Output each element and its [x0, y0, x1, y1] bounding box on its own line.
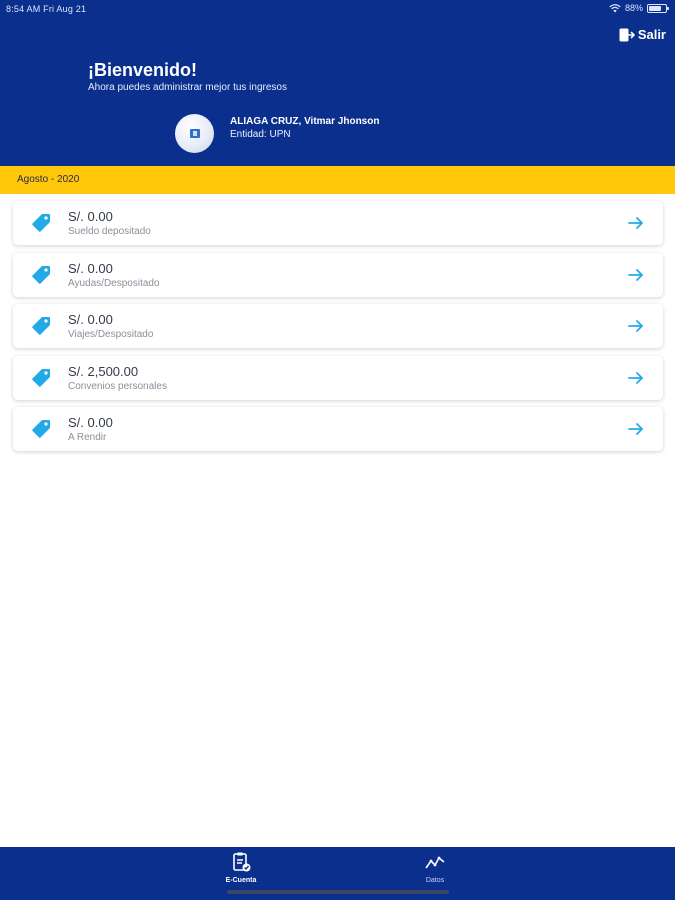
income-item-sueldo[interactable]	[13, 201, 663, 245]
tag-icon	[30, 367, 52, 389]
tab-e-cuenta[interactable]	[211, 849, 271, 889]
clipboard-check-icon	[230, 851, 252, 873]
status-right-group	[609, 3, 667, 13]
income-item-a-rendir[interactable]	[13, 407, 663, 451]
arrow-right-icon	[627, 214, 645, 232]
entity-logo-icon	[190, 129, 200, 138]
welcome-title: ¡Bienvenido!	[88, 60, 198, 80]
logout-label: Salir	[637, 27, 666, 42]
user-name: ALIAGA CRUZ, Vitmar Jhonson	[230, 116, 380, 127]
tag-icon	[30, 212, 52, 234]
status-time-date: 8:54 AM Fri Aug 21	[6, 4, 87, 14]
status-bar	[0, 0, 675, 18]
arrow-right-icon	[627, 369, 645, 387]
app-header	[0, 0, 675, 166]
tab-label: E-Cuenta	[225, 877, 257, 884]
logout-button[interactable]	[619, 27, 666, 42]
item-caption: Viajes/Despositado	[68, 329, 154, 340]
tag-icon	[30, 418, 52, 440]
tag-icon	[30, 315, 52, 337]
income-item-convenios[interactable]	[13, 356, 663, 400]
line-chart-icon	[424, 851, 446, 873]
arrow-right-icon	[627, 420, 645, 438]
tag-icon	[30, 264, 52, 286]
battery-percent: 88%	[624, 3, 643, 13]
wifi-icon	[609, 4, 621, 13]
tab-datos[interactable]	[405, 849, 465, 889]
item-caption: Ayudas/Despositado	[68, 278, 160, 289]
item-caption: Convenios personales	[68, 381, 167, 392]
home-indicator	[227, 890, 449, 894]
item-caption: Sueldo depositado	[68, 226, 151, 237]
item-caption: A Rendir	[68, 432, 107, 443]
item-amount: S/. 0.00	[68, 312, 113, 327]
battery-icon	[647, 4, 667, 13]
tab-label: Datos	[425, 877, 445, 884]
item-amount: S/. 0.00	[68, 261, 113, 276]
logout-icon	[619, 28, 635, 42]
avatar[interactable]	[175, 114, 214, 153]
arrow-right-icon	[627, 266, 645, 284]
item-amount: S/. 0.00	[68, 415, 113, 430]
user-entity: Entidad: UPN	[230, 129, 291, 140]
income-item-ayudas[interactable]	[13, 253, 663, 297]
period-label: Agosto - 2020	[17, 174, 80, 185]
period-bar	[0, 166, 675, 194]
arrow-right-icon	[627, 317, 645, 335]
welcome-subtitle: Ahora puedes administrar mejor tus ingresos	[88, 82, 287, 93]
income-item-viajes[interactable]	[13, 304, 663, 348]
item-amount: S/. 0.00	[68, 209, 113, 224]
item-amount: S/. 2,500.00	[68, 364, 139, 379]
